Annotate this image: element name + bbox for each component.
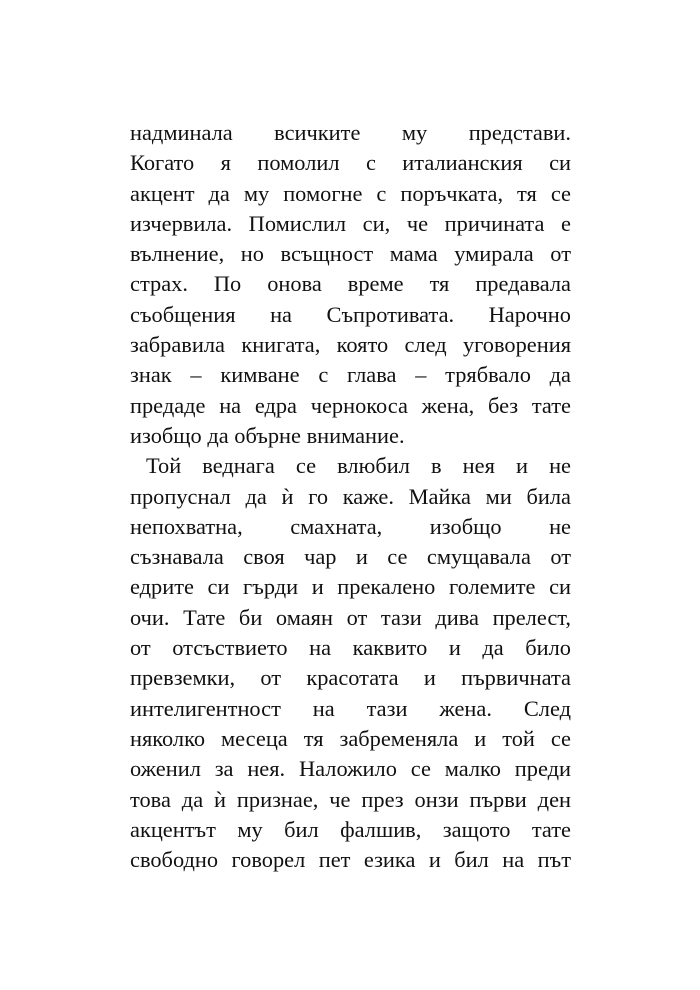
text-line: непохватна, смахната, изобщо не [130,513,571,539]
text-line: акцентът му бил фалшив, защото тате [130,816,571,842]
text-line: съобщения на Съпротивата. Нарочно [130,301,571,327]
body-text [130,118,571,875]
text-line: изобщо да обърне внимание. [130,422,405,448]
text-line: страх. По онова време тя предавала [130,271,571,297]
text-line: Когато я помолил с италианския си [130,150,571,176]
text-line: знак – кимване с глава – трябвало да [130,362,571,388]
text-line: надминала всичките му представи. [130,120,571,145]
text-line: едрите си гърди и прекалено големите си [130,574,571,600]
text-line: предаде на едра чернокоса жена, без тате [130,392,571,418]
text-line: свободно говорел пет езика и бил на път [130,847,571,873]
text-line: съзнавала своя чар и се смущавала от [130,544,571,570]
text-line: акцент да му помогне с поръчката, тя се [130,180,571,206]
text-line: вълнение, но всъщност мама умирала от [130,241,571,267]
text-line: интелигентност на тази жена. След [130,695,571,721]
text-line: оженил за нея. Наложило се малко преди [130,756,571,782]
text-line: очи. Тате би омаян от тази дива прелест, [130,604,571,630]
text-line: превземки, от красотата и първичната [130,665,571,691]
text-line: Той веднага се влюбил в нея и не [146,453,571,479]
text-line: няколко месеца тя забременяла и той се [130,725,571,751]
text-line: забравила книгата, която след уговорения [130,332,571,358]
text-line: това да ѝ признае, че през онзи първи ден [130,786,571,812]
text-line: от отсъствието на каквито и да било [130,635,571,661]
text-line: пропуснал да ѝ го каже. Майка ми била [130,483,571,509]
text-line: изчервила. Помислил си, че причината е [130,210,571,236]
